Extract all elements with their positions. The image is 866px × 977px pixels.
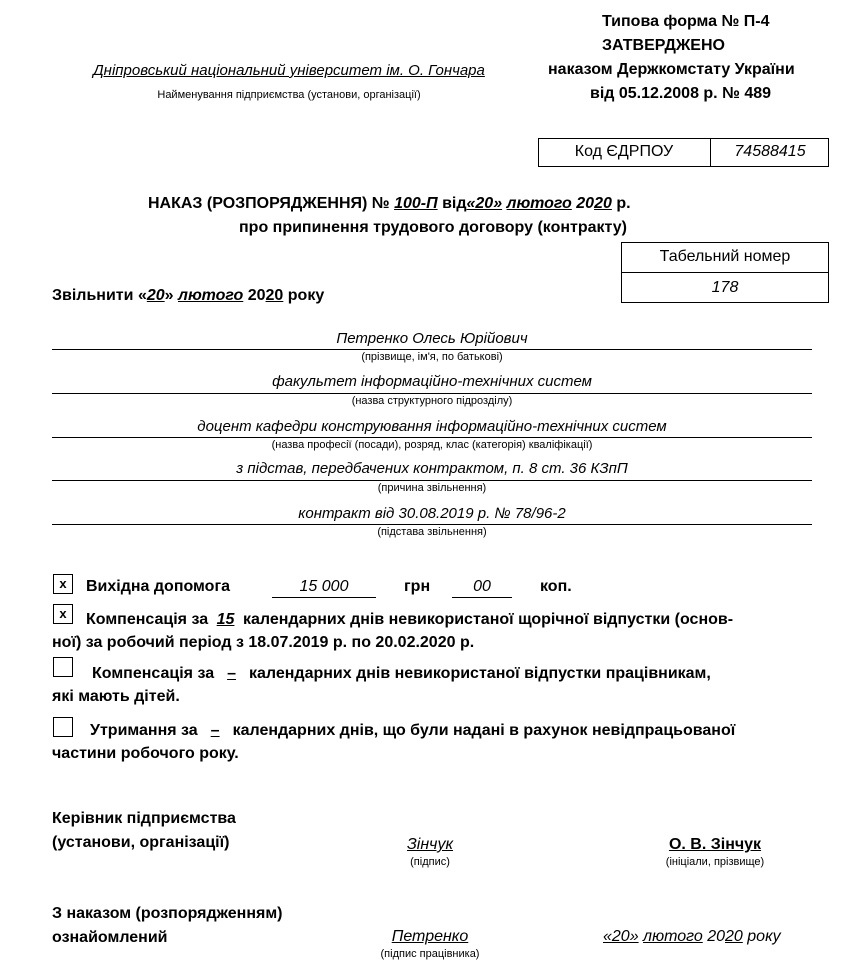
head-title-line1: Керівник підприємства [52, 810, 236, 827]
dismissal-basis: контракт від 30.08.2019 р. № 78/96-2 [298, 505, 566, 522]
order-year-prefix: 20 [576, 195, 595, 212]
field-line [52, 437, 812, 438]
dismiss-month: лютого [178, 287, 244, 304]
ack-date-year-digits: 20 [725, 928, 743, 945]
severance-kop-label: коп. [540, 578, 572, 595]
form-approved: ЗАТВЕРДЖЕНО [602, 37, 725, 54]
dismiss-suffix: року [287, 287, 325, 304]
children-text1: календарних днів невикористаної відпустки працівникам, [249, 665, 711, 682]
employee-name: Петренко Олесь Юрійович [336, 330, 528, 347]
dismiss-day: 20 [146, 287, 165, 304]
form-date: від 05.12.2008 р. № 489 [590, 85, 772, 102]
order-year-suffix: р. [616, 195, 631, 212]
order-title [148, 195, 631, 213]
field-line [52, 349, 812, 350]
compensation-days: 15 [216, 611, 235, 628]
form-number: Типова форма № П-4 [602, 13, 770, 30]
order-number: 100-П [394, 195, 438, 212]
head-name-caption: (ініціали, прізвище) [665, 856, 765, 868]
position-name: доцент кафедри конструювання інформаційно-технічних систем [197, 418, 667, 435]
order-from: від [442, 195, 467, 212]
order-month: лютого [506, 195, 572, 212]
deduction-text1: календарних днів, що були надані в рахунок невідпрацьованої [232, 722, 736, 739]
deduction-checkbox[interactable] [53, 717, 73, 737]
head-signature-caption: (підпис) [410, 856, 450, 868]
order-subtitle: про припинення трудового договору (контракту) [239, 219, 627, 236]
children-line1 [92, 665, 711, 683]
ack-line2: ознайомлений [52, 929, 168, 946]
deduction-days: – [210, 722, 220, 739]
tab-number-divider [621, 272, 829, 273]
order-prefix: НАКАЗ (РОЗПОРЯДЖЕННЯ) № [148, 195, 390, 212]
ack-line1: З наказом (розпорядженням) [52, 905, 283, 922]
ack-date-year-prefix: 20 [707, 928, 726, 945]
severance-amount: 15 000 [299, 578, 349, 595]
head-title-line2: (установи, організації) [52, 834, 230, 851]
edrpou-label: Код ЄДРПОУ [574, 143, 674, 160]
severance-kop-value: 00 [473, 578, 491, 595]
department-name: факультет інформаційно-технічних систем [272, 373, 592, 390]
deduction-line1 [90, 722, 735, 740]
children-checkbox[interactable] [53, 657, 73, 677]
ack-date [603, 928, 781, 946]
order-day: «20» [466, 195, 503, 212]
edrpou-value: 74588415 [734, 143, 806, 160]
severance-kop-line [452, 597, 512, 598]
dismiss-label: Звільнити [52, 287, 134, 304]
compensation-label: Компенсація за [86, 611, 209, 628]
dismiss-line [52, 287, 324, 305]
compensation-checkbox[interactable]: x [53, 604, 73, 624]
dismiss-year-prefix: 20 [247, 287, 266, 304]
ack-date-month: лютого [643, 928, 703, 945]
dismissal-reason: з підстав, передбачених контрактом, п. 8 ст. 36 КЗпП [236, 460, 628, 477]
dismiss-day-close: » [164, 287, 174, 304]
severance-amount-line [272, 597, 376, 598]
severance-label: Вихідна допомога [86, 578, 231, 595]
organization-caption: Найменування підприємства (установи, організації) [157, 89, 421, 101]
field-caption: (прізвище, ім'я, по батькові) [361, 351, 503, 363]
compensation-line1 [86, 611, 733, 629]
field-caption: (назва професії (посади), розряд, клас (категорія) кваліфікації) [271, 439, 593, 451]
form-authority: наказом Держкомстату України [548, 61, 795, 78]
children-text2: які мають дітей. [52, 688, 180, 705]
head-name: О. В. Зінчук [668, 836, 762, 853]
field-line [52, 524, 812, 525]
dismiss-year-digits: 20 [265, 287, 284, 304]
field-caption: (причина звільнення) [377, 482, 487, 494]
deduction-label: Утримання за [90, 722, 198, 739]
deduction-text2: частини робочого року. [52, 745, 239, 762]
tab-number-value: 178 [711, 279, 739, 296]
tab-number-label: Табельний номер [659, 248, 791, 265]
ack-date-day: «20» [603, 928, 639, 945]
compensation-text1: календарних днів невикористаної щорічної відпустки (основ- [243, 611, 734, 628]
dismiss-day-open: « [137, 287, 147, 304]
ack-date-suffix: року [747, 928, 781, 945]
field-caption: (назва структурного підрозділу) [351, 395, 513, 407]
severance-checkbox[interactable]: x [53, 574, 73, 594]
children-label: Компенсація за [92, 665, 215, 682]
employee-signature: Петренко [391, 928, 469, 945]
field-line [52, 393, 812, 394]
organization-name: Дніпровський національний університет ім. О. Гончара [93, 62, 485, 79]
children-days: – [227, 665, 236, 682]
head-signature: Зінчук [406, 836, 453, 853]
compensation-text2: ної) за робочий період з 18.07.2019 р. по 20.02.2020 р. [52, 634, 475, 651]
employee-signature-caption: (підпис працівника) [380, 948, 480, 960]
order-year-suffix-digits: 20 [594, 195, 612, 212]
severance-currency: грн [404, 578, 431, 595]
field-line [52, 480, 812, 481]
field-caption: (підстава звільнення) [377, 526, 487, 538]
